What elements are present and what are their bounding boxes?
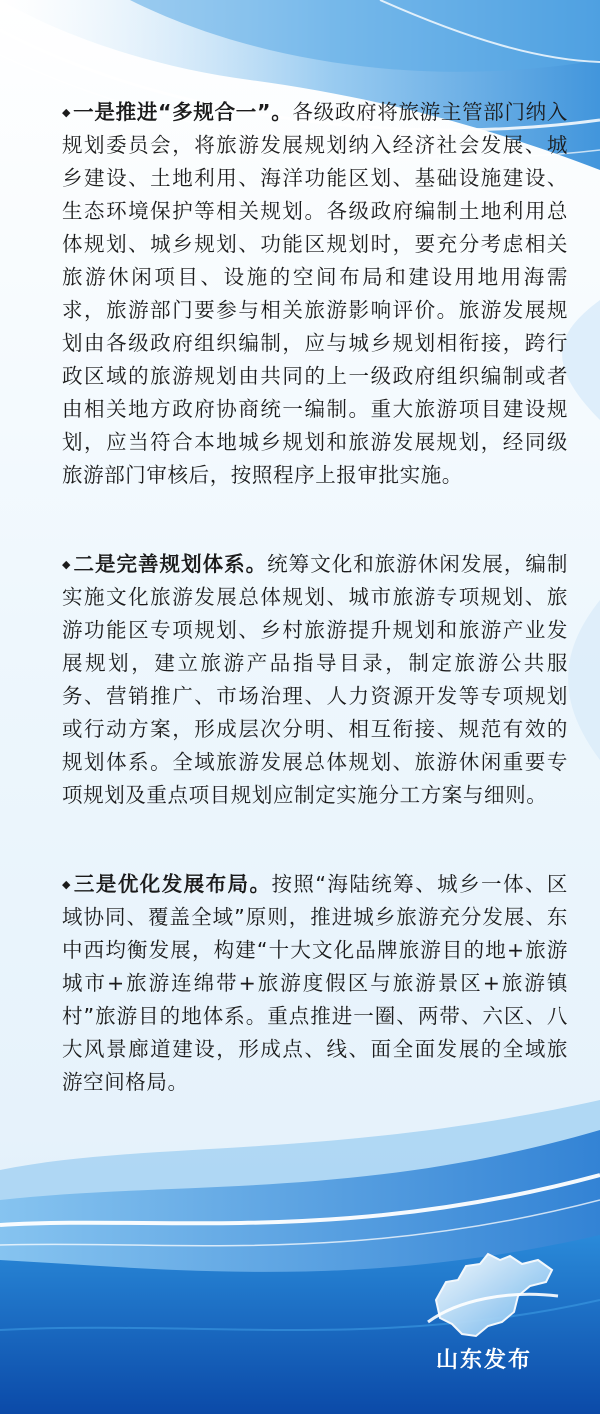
paragraph-2-lead: 二是完善规划体系。: [73, 552, 268, 576]
diamond-bullet-icon: ◆: [62, 106, 72, 119]
paragraph-2-body: 统筹文化和旅游休闲发展，编制实施文化旅游发展总体规划、城市旅游专项规划、旅游功能区专项规划、乡村旅游提升规划和旅游产业发展规划，建立旅游产品指导目录，制定旅游公共服务、营销推广、市场治理、人力资源开发等专项规划或行动方案，形成层次分明、相互衔接、规范有效的规划体系。全域旅游发展总体规划、旅游休闲重要专项规划及重点项目规划应制定实施分工方案与细则。: [62, 552, 568, 807]
paragraph-1: [62, 96, 568, 492]
paragraph-3-lead: 三是优化发展布局。: [73, 872, 272, 896]
paragraph-3: [62, 868, 568, 1099]
paragraph-2: [62, 548, 568, 812]
paragraph-3-body: 按照“海陆统筹、城乡一体、区域协同、覆盖全域”原则，推进城乡旅游充分发展、东中西均衡发展，构建“十大文化品牌旅游目的地+旅游城市+旅游连绵带+旅游度假区与旅游景区+旅游镇村”旅游目的地体系。重点推进一圈、两带、六区、八大风景廊道建设，形成点、线、面全面发展的全域旅游空间格局。: [62, 872, 568, 1094]
paragraph-1-lead: 一是推进“多规合一”。: [73, 100, 293, 124]
diamond-bullet-icon: ◆: [62, 558, 72, 571]
article-body: [62, 96, 568, 1155]
diamond-bullet-icon: ◆: [62, 878, 72, 891]
logo-title: 山东发布: [436, 1348, 533, 1373]
paragraph-1-body: 各级政府将旅游主管部门纳入规划委员会，将旅游发展规划纳入经济社会发展、城乡建设、土地利用、海洋功能区划、基础设施建设、生态环境保护等相关规划。各级政府编制土地利用总体规划、城乡规划、功能区规划时，要充分考虑相关旅游休闲项目、设施的空间布局和建设用地用海需求，旅游部门要参与相关旅游影响评价。旅游发展规划由各级政府组织编制，应与城乡规划相衔接，跨行政区域的旅游规划由共同的上一级政府组织编制或者由相关地方政府协商统一编制。重大旅游项目建设规划，应当符合本地城乡规划和旅游发展规划，经同级旅游部门审核后，按照程序上报审批实施。: [62, 100, 568, 487]
